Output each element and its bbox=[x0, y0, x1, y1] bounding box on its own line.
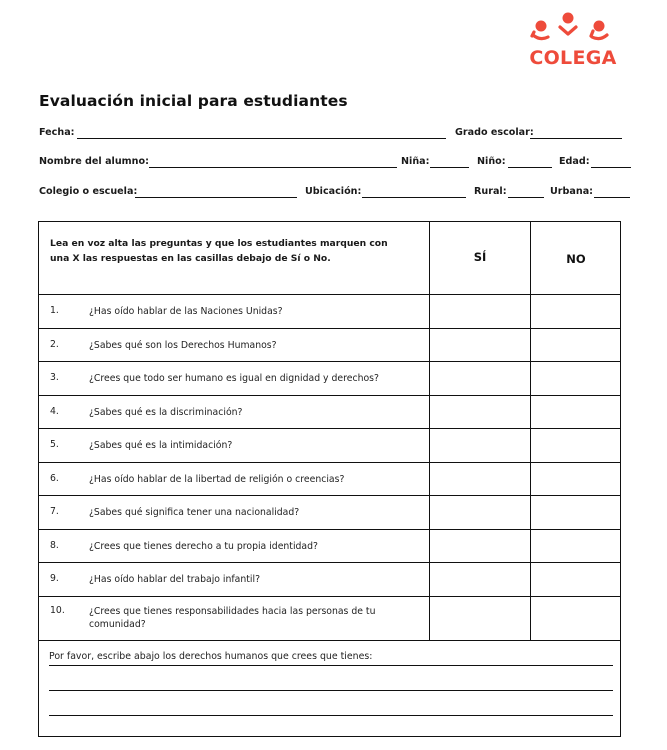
nina-label: Niña: bbox=[401, 156, 430, 167]
answer-yes-cell[interactable] bbox=[431, 562, 529, 596]
brand-name: COLEGA bbox=[529, 47, 617, 69]
question-text: ¿Has oído hablar de las Naciones Unidas? bbox=[89, 306, 283, 317]
urbana-line[interactable] bbox=[594, 197, 630, 198]
question-number: 2. bbox=[50, 338, 59, 350]
fecha-label: Fecha: bbox=[39, 127, 75, 138]
question-row bbox=[39, 428, 620, 462]
colegio-label: Colegio o escuela: bbox=[39, 186, 138, 197]
edad-line[interactable] bbox=[591, 167, 631, 168]
fecha-line[interactable] bbox=[77, 138, 446, 139]
rights-prompt: Por favor, escribe abajo los derechos humanos que crees que tienes: bbox=[49, 651, 373, 662]
urbana-label: Urbana: bbox=[550, 186, 594, 197]
edad-label: Edad: bbox=[559, 156, 590, 167]
answer-no-cell[interactable] bbox=[532, 328, 620, 362]
question-text: ¿Crees que tienes responsabilidades hacia las personas de tu comunidad? bbox=[89, 605, 376, 630]
column-header-no: NO bbox=[566, 252, 586, 266]
question-text: ¿Sabes qué son los Derechos Humanos? bbox=[89, 339, 277, 351]
answer-yes-cell[interactable] bbox=[431, 529, 529, 563]
rural-label: Rural: bbox=[474, 186, 507, 197]
nina-field[interactable] bbox=[401, 156, 429, 167]
answer-no-cell[interactable] bbox=[532, 495, 620, 529]
question-text: ¿Sabes qué es la discriminación? bbox=[89, 406, 243, 418]
answer-line-1[interactable] bbox=[49, 665, 613, 666]
nombre-line[interactable] bbox=[149, 167, 397, 168]
ubicacion-label: Ubicación: bbox=[305, 186, 362, 197]
nombre-label: Nombre del alumno: bbox=[39, 156, 149, 167]
question-number: 6. bbox=[50, 472, 59, 484]
people-logo-icon bbox=[520, 8, 624, 48]
grado-line[interactable] bbox=[530, 138, 622, 139]
question-row bbox=[39, 462, 620, 496]
column-header-yes: SÍ bbox=[473, 250, 487, 264]
answer-no-cell[interactable] bbox=[532, 294, 620, 328]
question-number: 8. bbox=[50, 539, 59, 551]
question-text: ¿Sabes qué significa tener una nacionalidad? bbox=[89, 507, 300, 518]
question-text: ¿Sabes qué es la intimidación? bbox=[89, 440, 233, 451]
question-number: 7. bbox=[50, 506, 59, 517]
page-title: Evaluación inicial para estudiantes bbox=[39, 92, 348, 110]
question-row bbox=[39, 562, 620, 596]
question-number: 9. bbox=[50, 573, 59, 584]
colegio-field[interactable] bbox=[39, 186, 137, 197]
nino-field[interactable] bbox=[477, 156, 506, 167]
answer-yes-cell[interactable] bbox=[431, 361, 529, 395]
field-row-date bbox=[39, 127, 629, 143]
row-divider bbox=[39, 640, 620, 641]
nino-label: Niño: bbox=[477, 156, 506, 167]
nino-line[interactable] bbox=[508, 167, 552, 168]
answer-yes-cell[interactable] bbox=[431, 495, 529, 529]
answer-yes-cell[interactable] bbox=[431, 395, 529, 429]
question-text: ¿Crees que tienes derecho a tu propia identidad? bbox=[89, 540, 318, 552]
question-number: 10. bbox=[50, 604, 65, 616]
rural-line[interactable] bbox=[508, 197, 544, 198]
question-number: 5. bbox=[50, 439, 59, 450]
answer-no-cell[interactable] bbox=[532, 462, 620, 496]
question-number: 3. bbox=[50, 372, 59, 383]
answer-no-cell[interactable] bbox=[532, 428, 620, 462]
answer-line-3[interactable] bbox=[49, 715, 613, 716]
question-row bbox=[39, 395, 620, 429]
answer-no-cell[interactable] bbox=[532, 562, 620, 596]
question-row bbox=[39, 328, 620, 362]
field-row-name bbox=[39, 156, 639, 172]
answer-no-cell[interactable] bbox=[532, 395, 620, 429]
answer-no-cell[interactable] bbox=[532, 361, 620, 395]
rural-field[interactable] bbox=[474, 186, 507, 197]
question-row bbox=[39, 361, 620, 395]
instructions-text: Lea en voz alta las preguntas y que los estudiantes marquen con una X las respuestas en las casillas debajo de Sí o No. bbox=[50, 238, 388, 264]
ubicacion-line[interactable] bbox=[362, 197, 466, 198]
colegio-line[interactable] bbox=[135, 197, 297, 198]
edad-field[interactable] bbox=[559, 156, 590, 167]
nina-line[interactable] bbox=[430, 167, 469, 168]
grado-field[interactable] bbox=[455, 127, 534, 138]
question-row bbox=[39, 596, 620, 641]
questionnaire-table bbox=[38, 221, 621, 737]
question-text: ¿Crees que todo ser humano es igual en dignidad y derechos? bbox=[89, 373, 379, 384]
question-text: ¿Has oído hablar de la libertad de religión o creencias? bbox=[89, 473, 345, 485]
answer-no-cell[interactable] bbox=[532, 596, 620, 641]
fecha-field[interactable] bbox=[39, 127, 75, 138]
question-number: 4. bbox=[50, 405, 59, 417]
question-row bbox=[39, 495, 620, 529]
grado-label: Grado escolar: bbox=[455, 127, 534, 138]
urbana-field[interactable] bbox=[550, 186, 593, 197]
answer-yes-cell[interactable] bbox=[431, 596, 529, 641]
ubicacion-field[interactable] bbox=[305, 186, 361, 197]
answer-line-2[interactable] bbox=[49, 690, 613, 691]
answer-yes-cell[interactable] bbox=[431, 462, 529, 496]
answer-no-cell[interactable] bbox=[532, 529, 620, 563]
nombre-field[interactable] bbox=[39, 156, 149, 167]
question-text: ¿Has oído hablar del trabajo infantil? bbox=[89, 574, 261, 585]
colega-logo bbox=[520, 8, 624, 74]
question-row bbox=[39, 529, 620, 563]
field-row-school bbox=[39, 186, 639, 202]
answer-yes-cell[interactable] bbox=[431, 328, 529, 362]
question-row bbox=[39, 294, 620, 328]
answer-yes-cell[interactable] bbox=[431, 294, 529, 328]
question-number: 1. bbox=[50, 305, 59, 316]
answer-yes-cell[interactable] bbox=[431, 428, 529, 462]
